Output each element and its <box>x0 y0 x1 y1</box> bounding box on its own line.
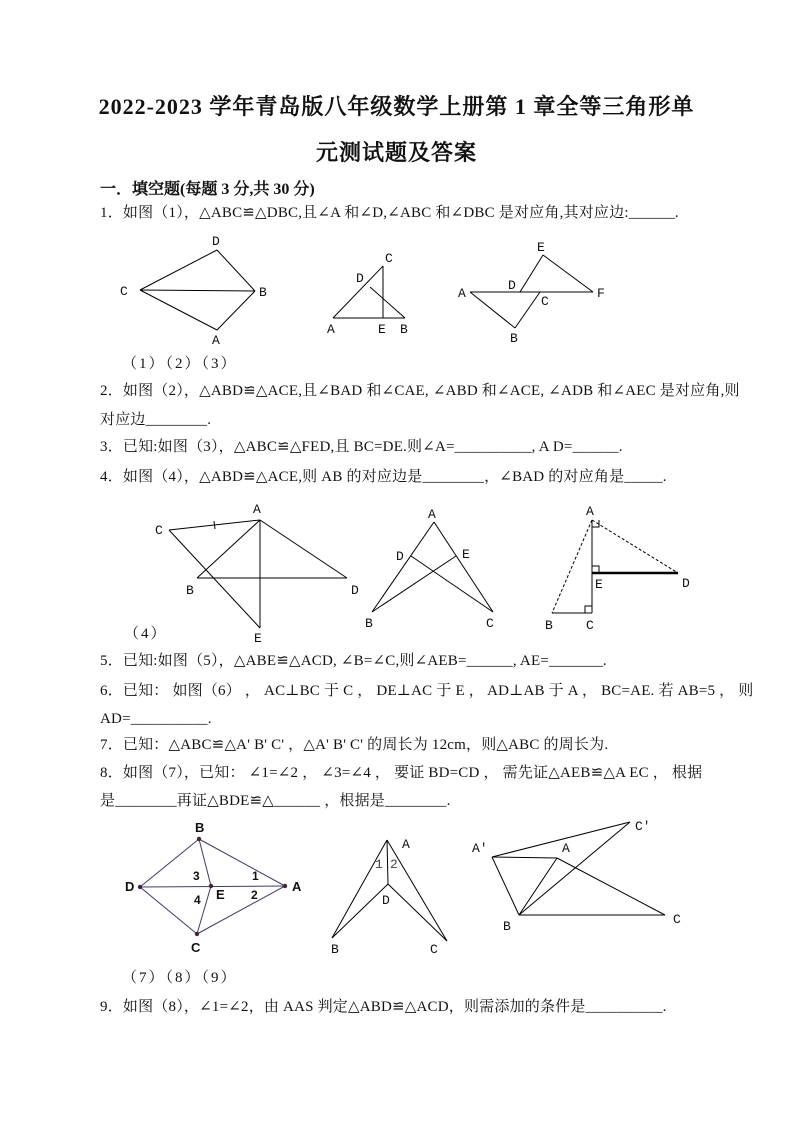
vertex-label-B: B <box>186 583 194 598</box>
figure-6-right-angle-diagram <box>535 503 700 638</box>
vertex-label-C: C <box>120 284 128 299</box>
vertex-label-D: D <box>682 576 690 591</box>
vertex-label-C: C <box>155 523 163 538</box>
vertex-label-E: E <box>216 887 225 902</box>
figure-caption-row2: （4） <box>124 626 168 642</box>
figure-5-crossing-cevians-diagram <box>365 508 500 633</box>
vertex-label-F: F <box>597 286 605 301</box>
vertex-label-B: B <box>400 322 408 337</box>
question-5-text: 5．已知:如图（5），△ABE≌△ACD, ∠B=∠C,则∠AEB=______, AE=_______. <box>100 653 607 669</box>
vertex-label-C: C <box>430 942 438 957</box>
vertex-label-D: D <box>212 234 220 249</box>
question-7-text: 7．已知：△ABC≌△A' B' C' ，△A' B' C' 的周长为 12cm，则△ABC 的周长为. <box>100 737 609 753</box>
vertex-label-C: C <box>586 618 594 633</box>
vertex-label-B: B <box>365 616 373 631</box>
figure-6-edges <box>552 520 678 613</box>
figure-5-edges <box>372 522 493 612</box>
angle-label-1: 1 <box>375 857 383 872</box>
figure-7-kite-angles-diagram <box>125 818 310 960</box>
vertex-label-C: C <box>191 940 201 955</box>
figure-2-triangle-diagram <box>325 251 420 339</box>
vertex-label-A: A <box>562 841 570 856</box>
vertex-label-C: C <box>486 616 494 631</box>
figure-4-edges <box>169 520 347 628</box>
vertex-label-D: D <box>396 549 404 564</box>
vertex-label-C-prime: C' <box>635 819 651 834</box>
figure-1-edges <box>140 250 255 330</box>
figure-8-arrowhead-diagram <box>330 823 455 958</box>
document-title-line1: 2022-2023 学年青岛版八年级数学上册第 1 章全等三角形单 <box>98 94 695 119</box>
figure-1-kite-diagram <box>118 233 273 348</box>
question-2-text-line2: 对应边________. <box>100 412 212 428</box>
vertex-label-A: A <box>253 502 261 517</box>
figure-9-prime-triangles-diagram <box>468 810 706 938</box>
vertex-label-C: C <box>541 294 549 309</box>
vertex-label-A: A <box>212 333 220 348</box>
vertex-label-D: D <box>382 893 390 908</box>
angle-label-2: 2 <box>251 888 258 902</box>
figure-9-edges <box>492 822 665 915</box>
section-heading: 一．填空题(每题 3 分,共 30 分) <box>100 181 315 198</box>
vertex-label-B: B <box>331 942 339 957</box>
document-title-line2: 元测试题及答案 <box>315 140 477 165</box>
figure-2-edges <box>333 266 405 318</box>
vertex-label-A: A <box>428 507 436 522</box>
figure-3-edges <box>470 255 593 328</box>
vertex-label-A: A <box>292 879 302 894</box>
figure-3-twin-triangles-diagram <box>458 240 618 345</box>
vertex-label-C: C <box>385 251 393 266</box>
vertex-label-E: E <box>378 322 386 337</box>
vertex-label-D: D <box>356 271 364 286</box>
question-8-text-line2: 是________再证△BDE≌△______ ，根据是________. <box>100 793 451 809</box>
figure-caption-row1: （1）（2）（3） <box>122 356 238 372</box>
vertex-label-A: A <box>458 286 466 301</box>
question-8-text-line1: 8．如图（7），已知： ∠1=∠2 ， ∠3=∠4 ， 要证 BD=CD ， 需先证△AEB≌△A EC ， 根据 <box>100 765 703 781</box>
vertex-label-E: E <box>254 631 262 646</box>
vertex-label-B: B <box>259 285 267 300</box>
question-9-text: 9．如图（8），∠1=∠2，由 AAS 判定△ABD≌△ACD，则需添加的条件是__________. <box>100 999 667 1015</box>
angle-label-1: 1 <box>252 869 259 883</box>
vertex-label-B: B <box>503 919 511 934</box>
question-2-text-line1: 2．如图（2），△ABD≌△ACE,且∠BAD 和∠CAE, ∠ABD 和∠ACE, ∠ADB 和∠AEC 是对应角,则 <box>100 383 740 399</box>
vertex-label-A-prime: A' <box>472 841 488 856</box>
angle-label-3: 3 <box>193 869 200 883</box>
vertex-label-B: B <box>545 618 553 633</box>
vertex-label-E: E <box>462 547 470 562</box>
question-1-text: 1．如图（1），△ABC≌△DBC,且∠A 和∠D,∠ABC 和∠DBC 是对应角,其对应边:______. <box>100 205 679 221</box>
vertex-label-A: A <box>327 322 335 337</box>
figure-caption-row3: （7）（8）（9） <box>122 970 238 986</box>
vertex-label-E: E <box>595 577 603 592</box>
vertex-label-A: A <box>586 504 594 519</box>
question-6-text-line1: 6．已知： 如图（6） ， AC⊥BC 于 C ， DE⊥AC 于 E ， AD⊥AB 于 A ， BC=AE. 若 AB=5 ， 则 <box>100 683 754 699</box>
vertex-label-D: D <box>508 278 516 293</box>
angle-label-4: 4 <box>194 893 201 907</box>
vertex-label-B: B <box>510 331 518 346</box>
vertex-label-C: C <box>673 912 681 927</box>
vertex-label-B: B <box>195 820 205 835</box>
question-3-text: 3．已知:如图（3），△ABC≌△FED,且 BC=DE.则∠A=__________, A D=______. <box>100 439 623 455</box>
figure-8-edges <box>332 840 447 941</box>
vertex-label-D: D <box>125 879 135 894</box>
vertex-label-D: D <box>351 583 359 598</box>
angle-label-2: 2 <box>390 857 398 872</box>
vertex-label-E: E <box>537 240 545 255</box>
question-4-text: 4．如图（4），△ABD≌△ACE,则 AB 的对应边是________，∠BAD 的对应角是_____. <box>100 469 667 485</box>
vertex-label-A: A <box>402 837 410 852</box>
question-6-text-line2: AD=__________. <box>100 711 212 727</box>
